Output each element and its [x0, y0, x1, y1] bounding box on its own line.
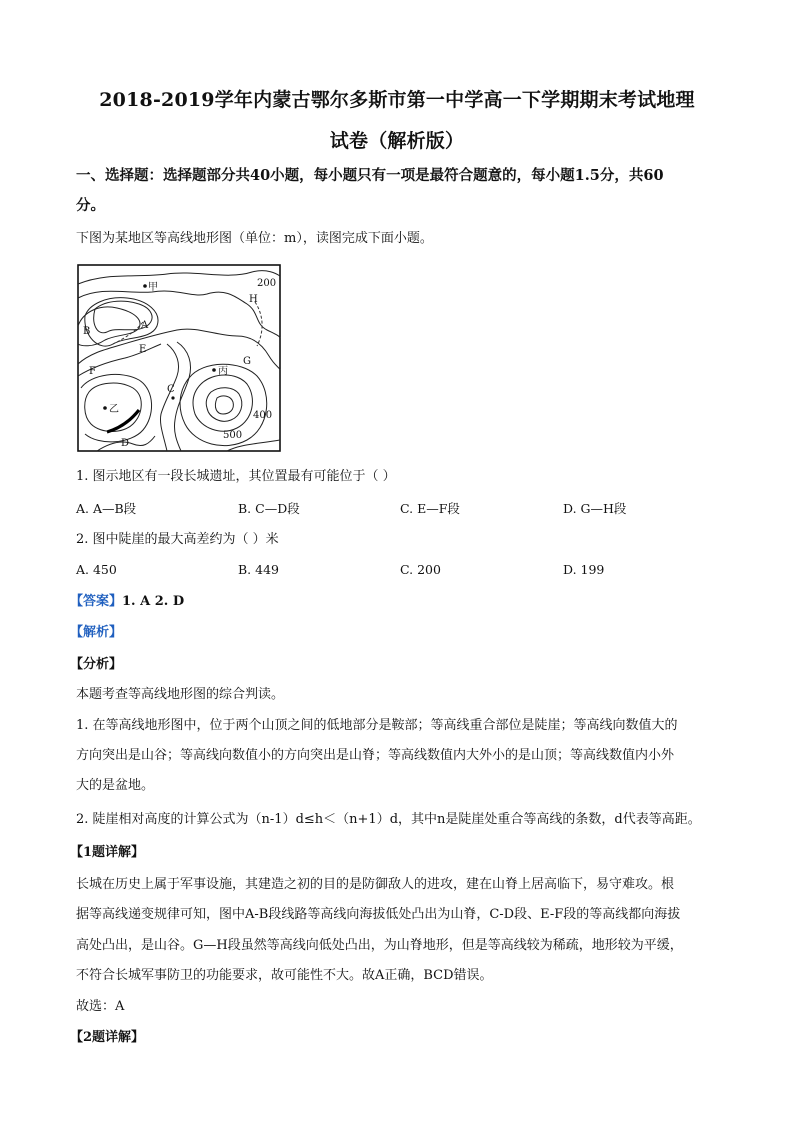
contour-map-figure — [77, 264, 281, 452]
label-e: E — [139, 344, 147, 355]
q1-stem: 1. 图示地区有一段长城遗址，其位置最有可能位于（ ） — [76, 469, 396, 484]
label-bing: 丙 — [218, 366, 228, 377]
analysis-tag: 【解析】 — [70, 625, 123, 640]
detail1-tag: 【1题详解】 — [70, 845, 145, 860]
section-heading-line2: 分。 — [76, 197, 105, 214]
q2-option-a: A. 450 — [76, 562, 117, 577]
label-f: F — [89, 366, 96, 377]
point-jia — [143, 284, 147, 288]
fenxi-tag: 【分析】 — [70, 657, 123, 672]
label-h: H — [249, 294, 258, 305]
point-small — [171, 396, 174, 399]
label-c: C — [167, 384, 175, 395]
intro-text: 下图为某地区等高线地形图（单位：m），读图完成下面小题。 — [76, 231, 433, 246]
q2-option-d: D. 199 — [563, 562, 605, 577]
label-200: 200 — [257, 278, 277, 289]
answer-row — [70, 592, 730, 612]
q1-option-b: B. C—D段 — [238, 501, 300, 516]
detail1-line4: 不符合长城军事防卫的功能要求，故可能性不大。故A正确，BCD错误。 — [76, 968, 493, 983]
label-a: A — [141, 320, 149, 331]
point2-text: 2. 陡崖相对高度的计算公式为（n-1）d≤h＜（n+1）d，其中n是陡崖处重合等高线的条数，d代表等高距。 — [76, 812, 701, 827]
label-b: B — [83, 326, 91, 337]
point-bing — [212, 368, 216, 372]
q2-option-b: B. 449 — [238, 562, 279, 577]
doc-title-line2: 试卷（解析版） — [329, 130, 465, 152]
label-500: 500 — [223, 430, 243, 441]
label-yi: 乙 — [109, 404, 119, 415]
label-jia: 甲 — [148, 282, 158, 293]
q2-stem: 2. 图中陡崖的最大高差约为（ ）米 — [76, 532, 279, 547]
detail1-line1: 长城在历史上属于军事设施，其建造之初的目的是防御敌人的进攻，建在山脊上居高临下，易守难攻。根 — [76, 877, 675, 892]
q2-option-c: C. 200 — [400, 562, 441, 577]
label-g: G — [243, 356, 251, 367]
label-400: 400 — [253, 410, 273, 421]
section-heading-line1: 一、选择题：选择题部分共40小题，每小题只有一项是最符合题意的，每小题1.5分，共60 — [76, 167, 664, 184]
answer-tag: 【答案】 — [70, 594, 123, 609]
q1-option-c: C. E—F段 — [400, 501, 460, 516]
detail1-line2: 据等高线递变规律可知，图中A-B段线路等高线向海拔低处凸出为山脊，C-D段、E-F段的等高线都向海拔 — [76, 907, 681, 922]
point1-line2: 方向突出是山谷；等高线向数值小的方向突出是山脊；等高线数值内大外小的是山顶；等高线数值内小外 — [76, 748, 675, 763]
point-yi — [103, 406, 107, 410]
q1-option-d: D. G—H段 — [563, 501, 627, 516]
choose-line: 故选：A — [76, 999, 125, 1014]
point1-line3: 大的是盆地。 — [76, 778, 155, 793]
answer-text: 1. A 2. D — [122, 594, 185, 609]
label-d: D — [121, 438, 130, 449]
point1-line1: 1. 在等高线地形图中，位于两个山顶之间的低地部分是鞍部；等高线重合部位是陡崖；等高线向数值大的 — [76, 718, 678, 733]
q1-option-a: A. A—B段 — [76, 501, 137, 516]
detail1-line3: 高处凸出，是山谷。G—H段虽然等高线向低处凸出，为山脊地形，但是等高线较为稀疏，地形较为平缓， — [76, 938, 683, 953]
detail2-tag: 【2题详解】 — [70, 1030, 145, 1045]
fenxi-text: 本题考查等高线地形图的综合判读。 — [76, 687, 285, 702]
doc-title-line1: 2018-2019学年内蒙古鄂尔多斯市第一中学高一下学期期末考试地理 — [99, 89, 695, 111]
